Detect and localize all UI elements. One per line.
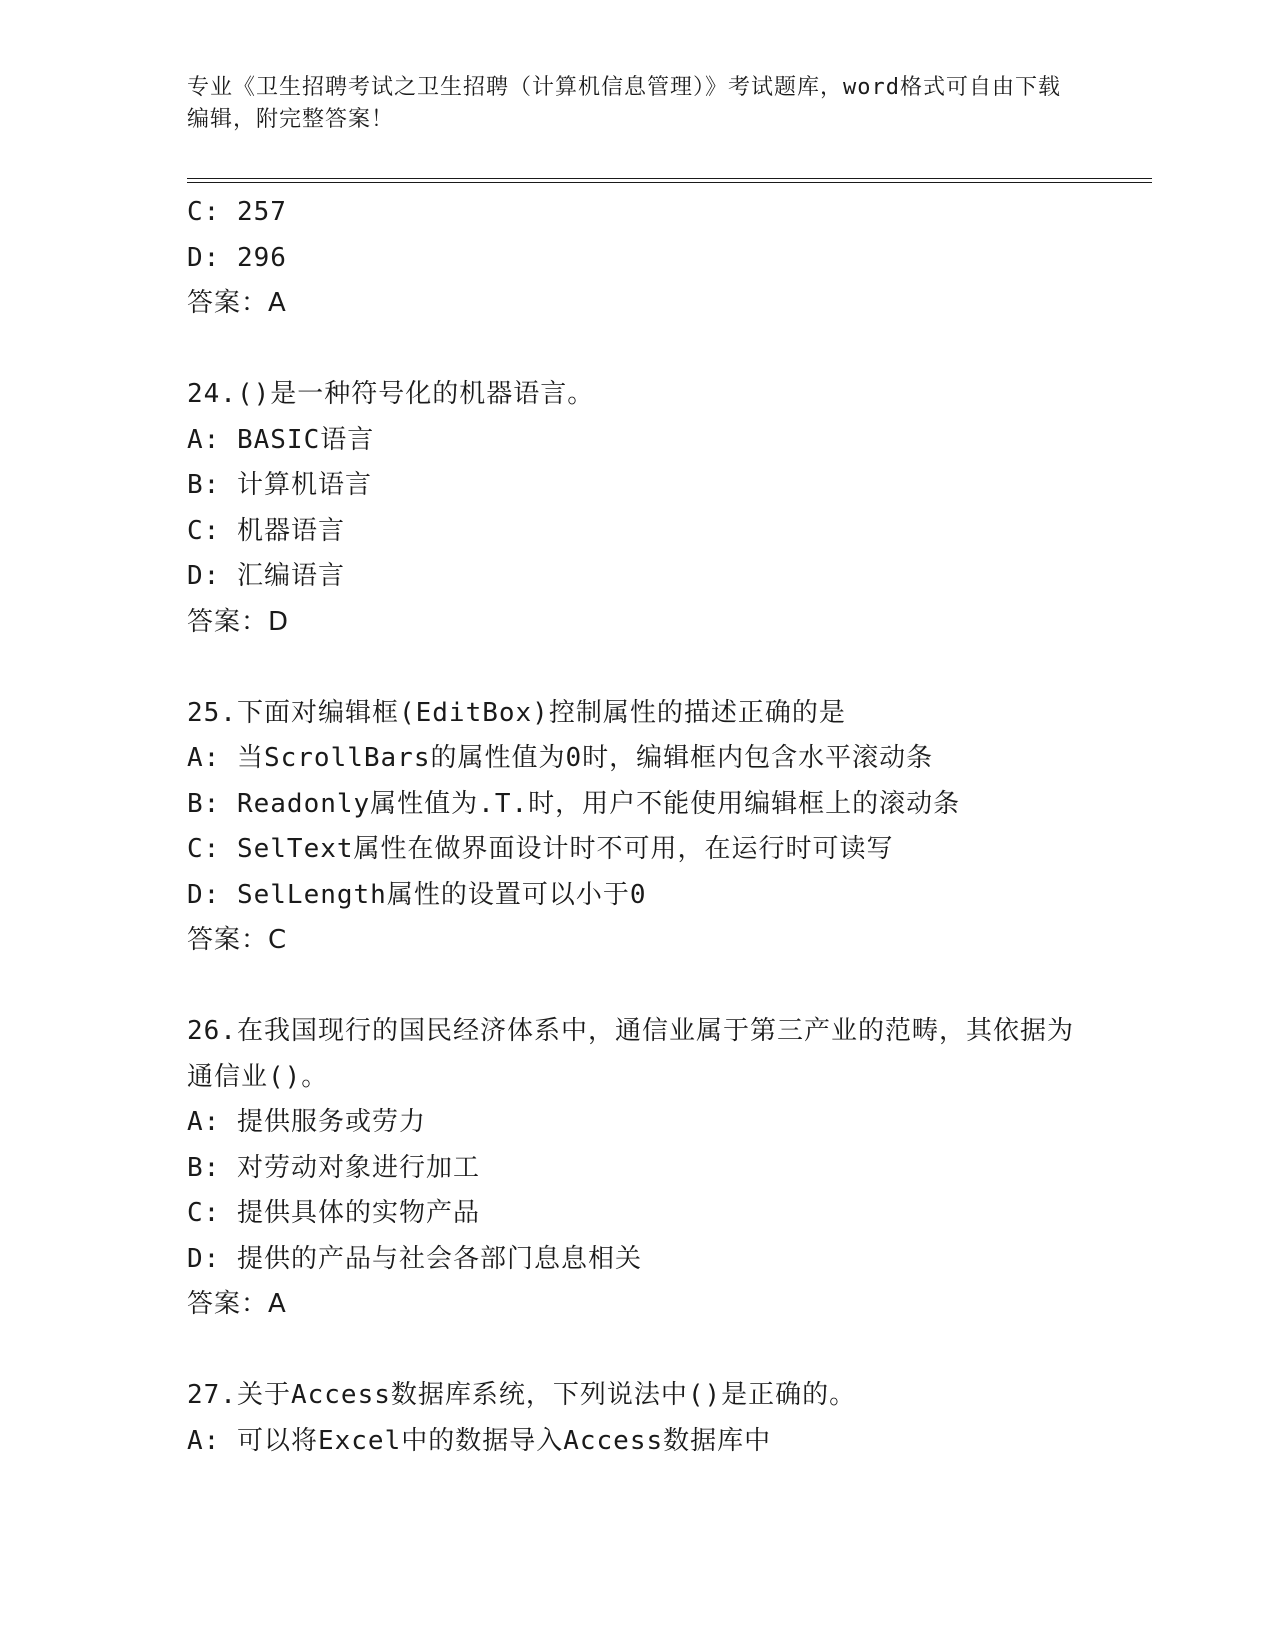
question-text: 24.()是一种符号化的机器语言。 — [187, 379, 595, 409]
option-b: B: Readonly属性值为.T.时，用户不能使用编辑框上的滚动条 — [187, 788, 961, 819]
question-24 — [187, 372, 1152, 645]
option-c: C: 提供具体的实物产品 — [187, 1198, 480, 1228]
answer-line: 答案：A — [187, 1289, 287, 1319]
option-a: A: 提供服务或劳力 — [187, 1107, 426, 1137]
question-text: 27.关于Access数据库系统，下列说法中()是正确的。 — [187, 1380, 857, 1410]
spacer — [187, 1328, 1152, 1374]
option-a: A: 当ScrollBars的属性值为0时，编辑框内包含水平滚动条 — [187, 743, 934, 773]
spacer — [187, 327, 1152, 373]
answer-line: 答案：A — [187, 288, 287, 318]
option-c: C: 257 — [187, 197, 287, 227]
option-a: A: BASIC语言 — [187, 424, 375, 455]
question-27 — [187, 1373, 1152, 1464]
option-c: C: 机器语言 — [187, 515, 345, 546]
question-text: 26.在我国现行的国民经济体系中，通信业属于第三产业的范畴，其依据为通信业()。 — [187, 1016, 1074, 1092]
option-b: B: 对劳动对象进行加工 — [187, 1152, 480, 1183]
answer-line: 答案：D — [187, 606, 290, 637]
option-a: A: 可以将Excel中的数据导入Access数据库中 — [187, 1425, 772, 1456]
spacer — [187, 645, 1152, 691]
question-26 — [187, 1009, 1152, 1328]
option-d: D: 汇编语言 — [187, 561, 345, 591]
spacer — [187, 964, 1152, 1010]
question-25 — [187, 691, 1152, 964]
option-d: D: 提供的产品与社会各部门息息相关 — [187, 1243, 642, 1274]
question-continued — [187, 190, 1152, 327]
question-list — [187, 190, 1152, 1464]
option-b: B: 计算机语言 — [187, 470, 372, 500]
answer-line: 答案：C — [187, 925, 288, 955]
option-c: C: SelText属性在做界面设计时不可用，在运行时可读写 — [187, 834, 894, 864]
document-header-intro: 专业《卫生招聘考试之卫生招聘（计算机信息管理）》考试题库，word格式可自由下载编辑，附完整答案！ — [187, 75, 1061, 132]
option-d: D: 296 — [187, 242, 287, 273]
option-d: D: SelLength属性的设置可以小于0 — [187, 879, 647, 910]
question-text: 25.下面对编辑框(EditBox)控制属性的描述正确的是 — [187, 697, 846, 728]
header-divider — [187, 178, 1152, 183]
